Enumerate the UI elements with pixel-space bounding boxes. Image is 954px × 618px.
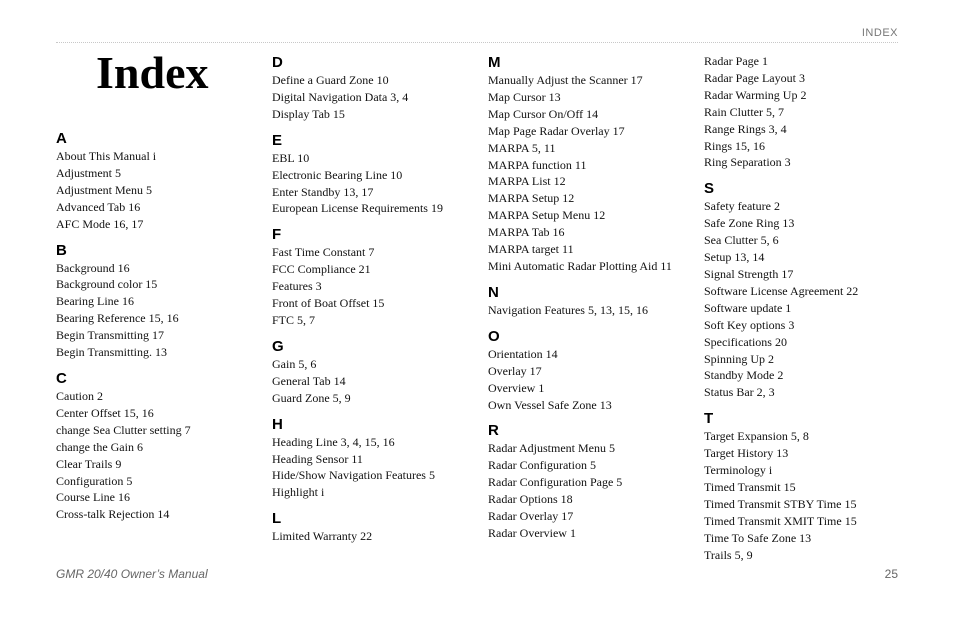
- index-entry: Timed Transmit 15: [704, 479, 796, 494]
- index-entry: Software update 1: [704, 300, 792, 315]
- index-entry: Overlay 17: [488, 363, 542, 378]
- index-entry: About This Manual i: [56, 149, 157, 163]
- index-entry: Map Cursor On/Off 14: [488, 106, 599, 121]
- section-letter: M: [488, 54, 501, 71]
- page-number: 25: [884, 567, 898, 581]
- index-entry: Time To Safe Zone 13: [704, 530, 812, 545]
- index-entry: Spinning Up 2: [704, 351, 775, 366]
- index-entry: EBL 10: [272, 150, 310, 165]
- index-column-2: [272, 53, 477, 545]
- section-letter: T: [704, 410, 714, 428]
- section-letter: G: [272, 337, 284, 355]
- index-section: [488, 421, 693, 541]
- index-entry: Begin Transmitting 17: [56, 328, 165, 343]
- index-entry: Center Offset 15, 16: [56, 405, 154, 420]
- index-entry: Bearing Line 16: [56, 294, 134, 309]
- index-entry: Trails 5, 9: [704, 547, 753, 562]
- index-entry: MARPA target 11: [488, 242, 574, 257]
- index-entry: Adjustment Menu 5: [56, 182, 152, 197]
- index-entry: Configuration 5: [56, 473, 133, 488]
- section-letter: E: [272, 131, 283, 149]
- index-entry: Overview 1: [488, 380, 545, 395]
- index-entry: Heading Line 3, 4, 15, 16: [272, 434, 395, 449]
- index-entry: Front of Boat Offset 15: [272, 296, 385, 311]
- index-entry: Target Expansion 5, 8: [704, 429, 809, 444]
- index-entry: Radar Configuration 5: [488, 458, 596, 473]
- index-entry: Safety feature 2: [704, 199, 780, 214]
- header-rule: [56, 42, 898, 43]
- index-entry: Target History 13: [704, 446, 789, 461]
- index-entry: Enter Standby 13, 17: [272, 184, 374, 199]
- index-section: [56, 129, 256, 233]
- index-entry: Clear Trails 9: [56, 456, 122, 471]
- index-entry: Radar Warming Up 2: [704, 87, 807, 102]
- section-letter: D: [272, 54, 283, 71]
- section-letter: F: [272, 226, 282, 244]
- index-entry: Begin Transmitting. 13: [56, 345, 168, 360]
- index-column-1: [56, 129, 256, 523]
- index-entry: MARPA Tab 16: [488, 225, 565, 240]
- index-entry: Radar Page 1: [704, 54, 768, 68]
- index-entry: MARPA function 11: [488, 157, 587, 172]
- index-entry: Define a Guard Zone 10: [272, 73, 389, 87]
- index-entry: Hide/Show Navigation Features 5: [272, 468, 435, 483]
- index-section: [272, 53, 477, 123]
- index-entry: Features 3: [272, 279, 322, 294]
- index-section: [488, 327, 693, 414]
- index-entry: Navigation Features 5, 13, 15, 16: [488, 302, 648, 317]
- index-entry: Radar Page Layout 3: [704, 70, 805, 85]
- index-section: [272, 337, 477, 407]
- index-entry: Own Vessel Safe Zone 13: [488, 397, 612, 412]
- index-entry: Fast Time Constant 7: [272, 245, 375, 260]
- index-entry: Timed Transmit XMIT Time 15: [704, 513, 857, 528]
- index-entry: Terminology i: [704, 463, 773, 478]
- index-entry: Soft Key options 3: [704, 317, 795, 332]
- index-entry: Highlight i: [272, 485, 325, 500]
- index-entry: Background 16: [56, 260, 130, 275]
- section-letter: H: [272, 415, 283, 433]
- index-entry: Sea Clutter 5, 6: [704, 233, 779, 248]
- index-entry: European License Requirements 19: [272, 201, 443, 216]
- index-entry: Heading Sensor 11: [272, 451, 363, 466]
- index-section: [704, 53, 904, 171]
- index-entry: Standby Mode 2: [704, 368, 784, 383]
- section-letter: O: [488, 327, 500, 345]
- index-entry: Software License Agreement 22: [704, 283, 859, 298]
- index-entry: Radar Options 18: [488, 492, 573, 507]
- section-letter: S: [704, 180, 715, 198]
- index-entry: MARPA Setup Menu 12: [488, 208, 606, 223]
- index-entry: MARPA Setup 12: [488, 191, 575, 206]
- index-entry: Gain 5, 6: [272, 356, 317, 371]
- index-entry: Rain Clutter 5, 7: [704, 104, 784, 119]
- index-section: [488, 53, 693, 275]
- section-letter: R: [488, 422, 499, 440]
- index-entry: Manually Adjust the Scanner 17: [488, 73, 643, 87]
- index-section: [272, 509, 477, 545]
- section-letter: C: [56, 369, 67, 387]
- index-entry: Radar Overview 1: [488, 525, 576, 540]
- index-section: [272, 415, 477, 502]
- index-section: [488, 283, 693, 319]
- index-entry: Specifications 20: [704, 334, 787, 349]
- index-section: [56, 241, 256, 361]
- section-letter: L: [272, 510, 282, 528]
- index-section: [704, 179, 904, 401]
- index-entry: Digital Navigation Data 3, 4: [272, 89, 409, 104]
- index-column-4: [704, 53, 904, 563]
- index-entry: Radar Adjustment Menu 5: [488, 441, 615, 456]
- index-entry: Cross-talk Rejection 14: [56, 507, 170, 522]
- index-section: [56, 369, 256, 523]
- index-entry: Signal Strength 17: [704, 266, 794, 281]
- index-entry: Status Bar 2, 3: [704, 385, 775, 400]
- index-entry: Map Cursor 13: [488, 89, 561, 104]
- index-entry: Radar Configuration Page 5: [488, 475, 623, 490]
- footer-manual-title: GMR 20/40 Owner’s Manual: [56, 567, 208, 581]
- index-entry: Radar Overlay 17: [488, 509, 574, 524]
- index-entry: change Sea Clutter setting 7: [56, 422, 191, 437]
- section-letter: B: [56, 241, 67, 259]
- index-entry: Ring Separation 3: [704, 155, 791, 170]
- index-column-3: [488, 53, 693, 542]
- running-header: INDEX: [861, 27, 898, 39]
- index-entry: Bearing Reference 15, 16: [56, 311, 179, 326]
- index-entry: General Tab 14: [272, 373, 346, 388]
- index-entry: Limited Warranty 22: [272, 529, 373, 544]
- index-entry: Setup 13, 14: [704, 250, 765, 265]
- index-entry: Background color 15: [56, 277, 158, 292]
- index-entry: Timed Transmit STBY Time 15: [704, 496, 857, 511]
- section-letter: N: [488, 283, 499, 301]
- index-entry: Guard Zone 5, 9: [272, 390, 351, 405]
- index-entry: FTC 5, 7: [272, 312, 316, 327]
- page-title: Index: [96, 47, 209, 98]
- index-entry: Orientation 14: [488, 346, 558, 361]
- index-entry: Advanced Tab 16: [56, 199, 141, 214]
- index-entry: Electronic Bearing Line 10: [272, 167, 403, 182]
- index-entry: Rings 15, 16: [704, 138, 766, 153]
- section-letter: A: [56, 130, 67, 147]
- index-entry: Display Tab 15: [272, 106, 345, 121]
- index-entry: AFC Mode 16, 17: [56, 216, 144, 231]
- index-entry: Range Rings 3, 4: [704, 121, 787, 136]
- index-entry: FCC Compliance 21: [272, 262, 371, 277]
- index-section: [272, 225, 477, 329]
- index-entry: MARPA List 12: [488, 174, 566, 189]
- index-section: [272, 131, 477, 218]
- index-section: [704, 409, 904, 563]
- index-entry: Course Line 16: [56, 490, 130, 505]
- index-entry: Map Page Radar Overlay 17: [488, 123, 625, 138]
- index-entry: Caution 2: [56, 388, 103, 403]
- index-entry: Adjustment 5: [56, 165, 121, 180]
- index-entry: change the Gain 6: [56, 439, 143, 454]
- index-entry: Mini Automatic Radar Plotting Aid 11: [488, 258, 672, 273]
- index-entry: Safe Zone Ring 13: [704, 216, 795, 231]
- index-entry: MARPA 5, 11: [488, 140, 556, 155]
